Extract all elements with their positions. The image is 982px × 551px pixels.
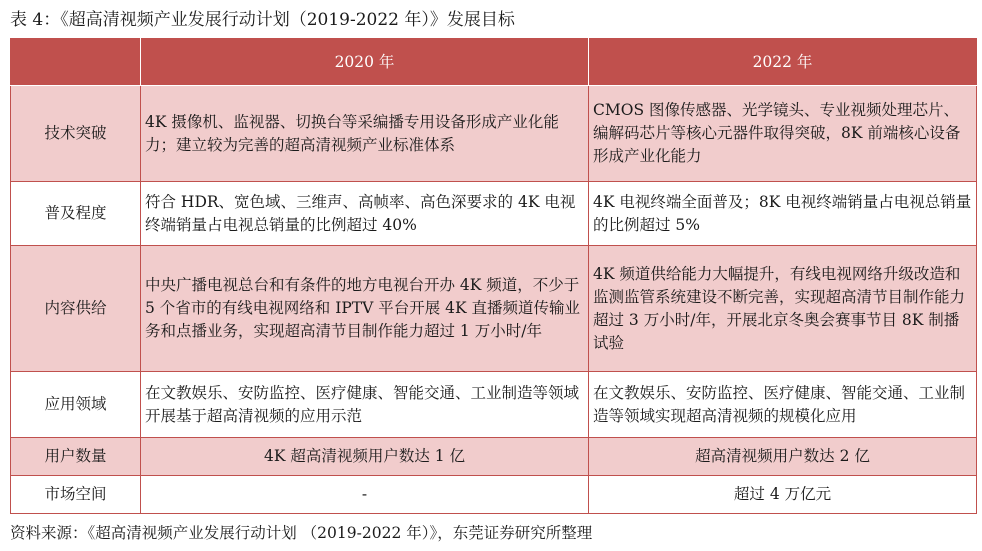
row-label: 用户数量 (11, 438, 141, 476)
row-label: 技术突破 (11, 86, 141, 182)
table-header-row (11, 39, 977, 86)
table-caption: 表 4：《超高清视频产业发展行动计划（2019-2022 年）》发展目标 (10, 10, 515, 30)
cell-2022: 在文教娱乐、安防监控、医疗健康、智能交通、工业制造等领域实现超高清视频的规模化应用 (589, 372, 977, 438)
table-row-applications (11, 372, 977, 438)
cell-2022: 超过 4 万亿元 (589, 476, 977, 514)
development-goals-table (10, 38, 977, 514)
cell-2020: 在文教娱乐、安防监控、医疗健康、智能交通、工业制造等领域开展基于超高清视频的应用示范 (141, 372, 589, 438)
header-2022: 2022 年 (589, 39, 977, 86)
table-row-adoption (11, 182, 977, 246)
cell-2020: 4K 超高清视频用户数达 1 亿 (141, 438, 589, 476)
table-row-market (11, 476, 977, 514)
cell-2020: 中央广播电视总台和有条件的地方电视台开办 4K 频道，不少于 5 个省市的有线电视网络和 IPTV 平台开展 4K 直播频道传输业务和点播业务，实现超高清节目制作能力超过 1 万小时/年 (141, 246, 589, 372)
cell-2022: 4K 电视终端全面普及；8K 电视终端销量占电视总销量的比例超过 5% (589, 182, 977, 246)
cell-2020: - (141, 476, 589, 514)
source-note: 资料来源：《超高清视频产业发展行动计划 （2019-2022 年）》，东莞证券研究所整理 (10, 524, 593, 542)
row-label: 应用领域 (11, 372, 141, 438)
header-corner-cell (11, 39, 141, 86)
cell-2022: 4K 频道供给能力大幅提升，有线电视网络升级改造和监测监管系统建设不断完善，实现超高清节目制作能力超过 3 万小时/年，开展北京冬奥会赛事节目 8K 制播试验 (589, 246, 977, 372)
table-row-users (11, 438, 977, 476)
row-label: 内容供给 (11, 246, 141, 372)
cell-2020: 4K 摄像机、监视器、切换台等采编播专用设备形成产业化能力；建立较为完善的超高清视频产业标准体系 (141, 86, 589, 182)
table-row-tech (11, 86, 977, 182)
table-row-content (11, 246, 977, 372)
cell-2022: 超高清视频用户数达 2 亿 (589, 438, 977, 476)
row-label: 市场空间 (11, 476, 141, 514)
cell-2020: 符合 HDR、宽色域、三维声、高帧率、高色深要求的 4K 电视终端销量占电视总销量的比例超过 40% (141, 182, 589, 246)
cell-2022: CMOS 图像传感器、光学镜头、专业视频处理芯片、编解码芯片等核心元器件取得突破，8K 前端核心设备形成产业化能力 (589, 86, 977, 182)
row-label: 普及程度 (11, 182, 141, 246)
header-2020: 2020 年 (141, 39, 589, 86)
